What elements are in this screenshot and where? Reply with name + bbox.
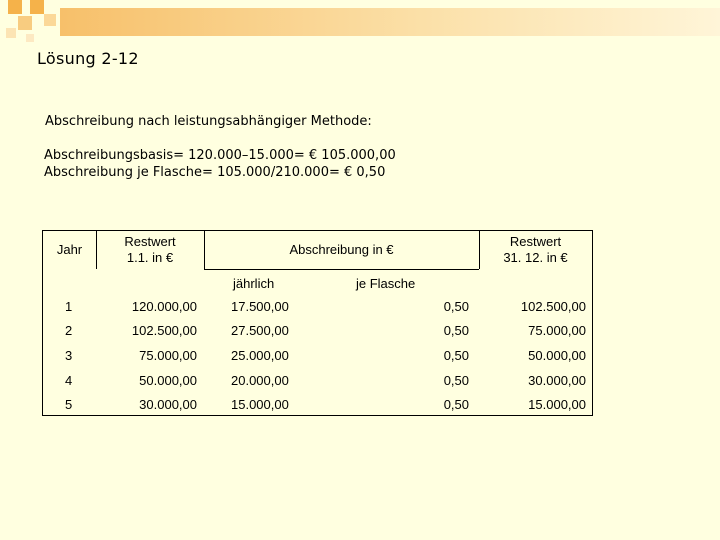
cell-jahr: 5 (65, 397, 73, 412)
cell-jahr: 4 (65, 373, 73, 388)
cell-je-flasche: 0,50 (443, 323, 469, 338)
cell-je-flasche: 0,50 (443, 299, 469, 314)
cell-je-flasche: 0,50 (443, 373, 469, 388)
cell-jaehrlich: 20.000,00 (231, 373, 289, 388)
cell-start: 75.000,00 (139, 348, 197, 363)
formula-line: Abschreibungsbasis= 120.000–15.000= € 105.000,00 (44, 148, 396, 163)
header-restwert-end-line1: Restwert (509, 234, 562, 249)
cell-je-flasche: 0,50 (443, 348, 469, 363)
cell-jaehrlich: 25.000,00 (231, 348, 289, 363)
depreciation-table (42, 230, 593, 416)
decor-square (18, 16, 32, 30)
header-gradient-bar (60, 8, 720, 36)
header-restwert-start-line2: 1.1. in € (126, 250, 174, 265)
header-jaehrlich: jährlich (233, 276, 275, 291)
cell-end: 102.500,00 (520, 299, 586, 314)
decor-square (8, 0, 22, 14)
cell-end: 30.000,00 (528, 373, 586, 388)
cell-end: 15.000,00 (528, 397, 586, 412)
cell-jaehrlich: 17.500,00 (231, 299, 289, 314)
slide-heading: Abschreibung nach leistungsabhängiger Methode: (45, 114, 372, 129)
header-abschreibung: Abschreibung in € (289, 242, 394, 257)
header-je-flasche: je Flasche (356, 276, 416, 291)
decor-square (30, 0, 44, 14)
cell-jaehrlich: 15.000,00 (231, 397, 289, 412)
cell-start: 30.000,00 (139, 397, 197, 412)
cell-jaehrlich: 27.500,00 (231, 323, 289, 338)
header-restwert-start-line1: Restwert (124, 234, 176, 249)
cell-start: 50.000,00 (139, 373, 197, 388)
decor-square (44, 14, 56, 26)
cell-jahr: 1 (65, 299, 73, 314)
decor-square (26, 34, 34, 42)
cell-jahr: 2 (65, 323, 73, 338)
cell-start: 120.000,00 (131, 299, 197, 314)
cell-je-flasche: 0,50 (443, 397, 469, 412)
header-jahr: Jahr (56, 242, 83, 257)
formula-line: Abschreibung je Flasche= 105.000/210.000= € 0,50 (44, 165, 386, 180)
decor-square (6, 28, 16, 38)
slide-title: Lösung 2-12 (37, 49, 139, 68)
cell-jahr: 3 (65, 348, 73, 363)
header-restwert-start (96, 234, 204, 266)
cell-start: 102.500,00 (131, 323, 197, 338)
header-restwert-end (479, 234, 592, 266)
cell-end: 50.000,00 (528, 348, 586, 363)
header-restwert-end-line2: 31. 12. in € (503, 250, 568, 265)
cell-end: 75.000,00 (528, 323, 586, 338)
